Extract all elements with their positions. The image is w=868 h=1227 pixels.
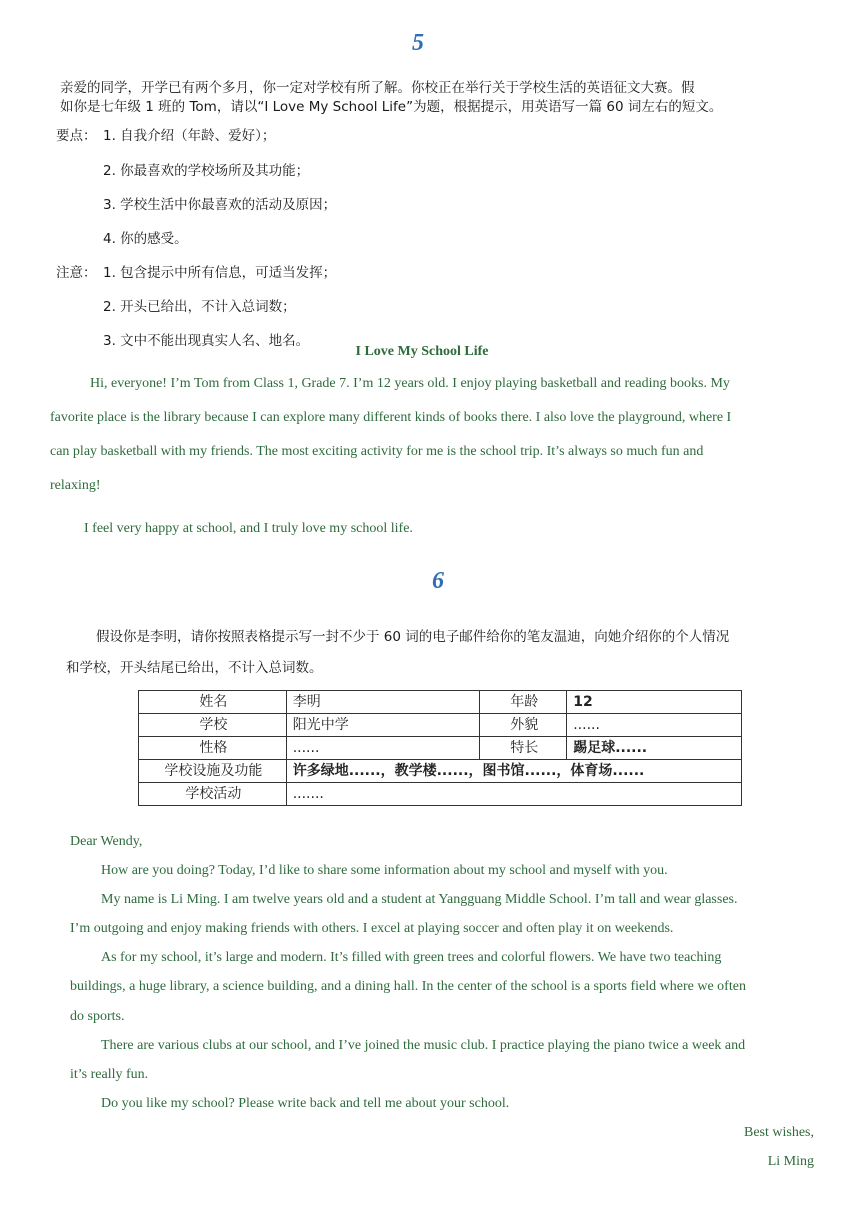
letter-line: do sports. [70, 1009, 125, 1024]
points-label: 要点： [56, 128, 97, 144]
table-cell: 许多绿地......，教学楼......，图书馆......，体育场...... [286, 760, 741, 783]
note-item: 3. 文中不能出现真实人名、地名。 [103, 333, 310, 349]
essay-line: I feel very happy at school, and I truly love my school life. [84, 521, 413, 536]
essay-line: relaxing! [50, 478, 101, 493]
table-cell: 特长 [480, 737, 567, 760]
table-cell: 踢足球...... [567, 737, 742, 760]
letter-signature: Li Ming [767, 1154, 814, 1169]
table-row [139, 783, 742, 806]
table-cell: ....... [286, 783, 741, 806]
section-5-prompt-line-1: 亲爱的同学，开学已有两个多月，你一定对学校有所了解。你校正在举行关于学校生活的英语征文大赛。假 [60, 80, 695, 96]
table-cell: 性格 [139, 737, 287, 760]
essay-line: Hi, everyone! I’m Tom from Class 1, Grade 7. I’m 12 years old. I enjoy playing basketball and reading books. My [90, 376, 730, 391]
table-cell: 李明 [286, 691, 480, 714]
info-table [138, 690, 742, 806]
letter-line: There are various clubs at our school, and I’ve joined the music club. I practice playing the piano twice a week and [101, 1038, 746, 1053]
point-item: 4. 你的感受。 [103, 231, 188, 247]
table-cell: 学校设施及功能 [139, 760, 287, 783]
table-row [139, 691, 742, 714]
table-cell: 阳光中学 [286, 714, 480, 737]
letter-greeting: Dear Wendy, [70, 834, 143, 849]
essay-line: can play basketball with my friends. The most exciting activity for me is the school trip. It’s always so much fun and [50, 444, 704, 459]
section-5-prompt-line-2: 如你是七年级 1 班的 Tom，请以“I Love My School Life”为题，根据提示，用英语写一篇 60 词左右的短文。 [60, 99, 723, 115]
note-item: 1. 包含提示中所有信息，可适当发挥； [103, 265, 337, 281]
table-row [139, 760, 742, 783]
table-cell: 姓名 [139, 691, 287, 714]
section-6-number: 6 [432, 568, 444, 594]
table-cell: 外貌 [480, 714, 567, 737]
essay-line: favorite place is the library because I can explore many different kinds of books there. I also love the playground, where I [50, 410, 732, 425]
point-item: 2. 你最喜欢的学校场所及其功能； [103, 163, 310, 179]
letter-line: it’s really fun. [70, 1067, 149, 1082]
section-6-prompt-line-1: 假设你是李明，请你按照表格提示写一封不少于 60 词的电子邮件给你的笔友温迪，向她介绍你的个人情况 [96, 629, 730, 645]
table-cell: 年龄 [480, 691, 567, 714]
table-cell: 12 [567, 691, 742, 714]
point-item: 1. 自我介绍（年龄、爱好）； [103, 128, 276, 144]
point-item: 3. 学校生活中你最喜欢的活动及原因； [103, 197, 337, 213]
letter-line: Do you like my school? Please write back and tell me about your school. [101, 1096, 510, 1111]
table-row [139, 714, 742, 737]
table-cell: 学校活动 [139, 783, 287, 806]
section-5-number: 5 [412, 30, 424, 56]
section-6-prompt-line-2: 和学校，开头结尾已给出，不计入总词数。 [66, 660, 323, 676]
table-cell: ...... [286, 737, 480, 760]
table-row [139, 737, 742, 760]
letter-line: As for my school, it’s large and modern. It’s filled with green trees and colorful flowers. We have two teaching [101, 950, 722, 965]
letter-line: How are you doing? Today, I’d like to share some information about my school and myself with you. [101, 863, 668, 878]
table-cell: 学校 [139, 714, 287, 737]
essay-title: I Love My School Life [355, 344, 489, 359]
letter-line: I’m outgoing and enjoy making friends with others. I excel at playing soccer and often play it on weekends. [70, 921, 674, 936]
table-cell: ...... [567, 714, 742, 737]
letter-closing: Best wishes, [744, 1125, 814, 1140]
letter-line: buildings, a huge library, a science building, and a dining hall. In the center of the school is a sports field where we often [70, 979, 746, 994]
note-item: 2. 开头已给出，不计入总词数； [103, 299, 296, 315]
notes-label: 注意： [56, 265, 97, 281]
letter-line: My name is Li Ming. I am twelve years old and a student at Yangguang Middle School. I’m tall and wear glasses. [101, 892, 738, 907]
